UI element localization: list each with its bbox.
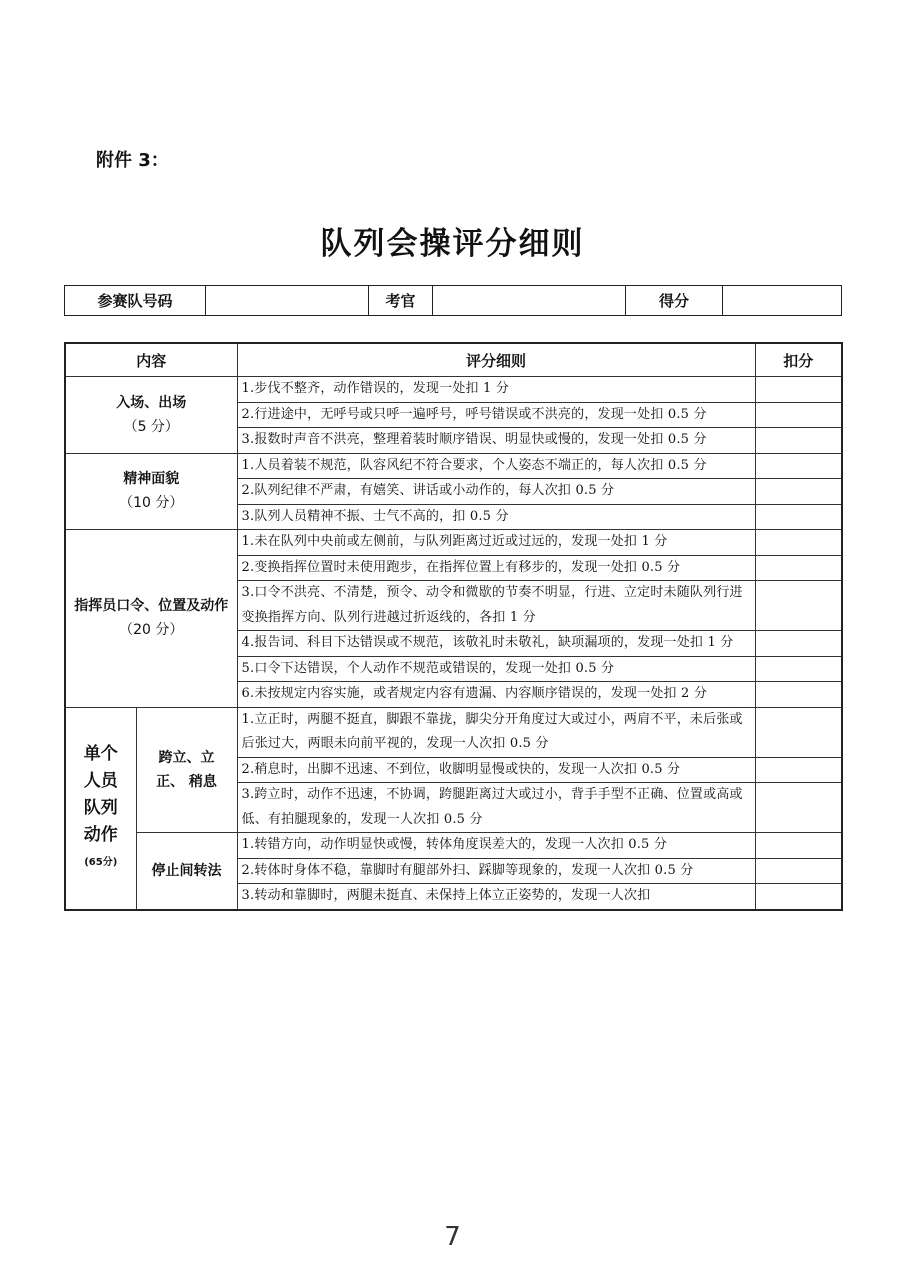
header-content: 内容	[65, 343, 237, 377]
page-number: 7	[444, 1222, 461, 1252]
rule-text: 3.口令不洪亮、不清楚，预令、动令和微歇的节奏不明显，行进、立定时未随队列行进变换指挥方向、队列行进越过折返线的，各扣 1 分	[237, 581, 755, 631]
rule-text: 3.跨立时，动作不迅速，不协调，跨腿距离过大或过小，背手手型不正确、位置或高或低、有拍腿现象的，发现一人次扣 0.5 分	[237, 783, 755, 833]
table-row	[65, 377, 842, 403]
subcategory-name: 跨立、立正、 稍息	[156, 749, 217, 790]
rule-text: 5.口令下达错误，个人动作不规范或错误的，发现一处扣 0.5 分	[237, 656, 755, 682]
rule-text: 1.未在队列中央前或左侧前，与队列距离过近或过远的，发现一处扣 1 分	[237, 530, 755, 556]
deduction-cell[interactable]	[755, 707, 842, 757]
deduction-cell[interactable]	[755, 504, 842, 530]
rule-text: 3.报数时声音不洪亮，整理着装时顺序错误、明显快或慢的，发现一处扣 0.5 分	[237, 428, 755, 454]
page-title: 队列会操评分细则	[320, 226, 585, 262]
category-cell	[65, 530, 237, 708]
deduction-cell[interactable]	[755, 479, 842, 505]
deduction-cell[interactable]	[755, 783, 842, 833]
header-rules: 评分细则	[237, 343, 755, 377]
deduction-cell[interactable]	[755, 402, 842, 428]
rule-text: 3.转动和靠脚时，两腿未挺直、未保持上体立正姿势的，发现一人次扣	[237, 884, 755, 910]
deduction-cell[interactable]	[755, 656, 842, 682]
table-header-row	[65, 343, 842, 377]
examiner-label: 考官	[369, 286, 433, 316]
scoring-table	[64, 342, 843, 911]
deduction-cell[interactable]	[755, 833, 842, 859]
table-row	[65, 530, 842, 556]
deduction-cell[interactable]	[755, 682, 842, 708]
score-label: 得分	[626, 286, 723, 316]
rule-text: 2.行进途中，无呼号或只呼一遍呼号，呼号错误或不洪亮的，发现一处扣 0.5 分	[237, 402, 755, 428]
info-table	[64, 285, 842, 316]
category-cell	[65, 377, 237, 454]
category-points: （20 分）	[119, 622, 184, 639]
deduction-cell[interactable]	[755, 555, 842, 581]
score-field[interactable]	[723, 286, 842, 316]
deduction-cell[interactable]	[755, 757, 842, 783]
table-row	[65, 833, 842, 859]
deduction-cell[interactable]	[755, 377, 842, 403]
rule-text: 4.报告词、科目下达错误或不规范，该敬礼时未敬礼，缺项漏项的，发现一处扣 1 分	[237, 631, 755, 657]
rule-text: 6.未按规定内容实施，或者规定内容有遗漏、内容顺序错误的，发现一处扣 2 分	[237, 682, 755, 708]
subcategory-name: 停止间转法	[151, 862, 222, 879]
category-points: （10 分）	[119, 495, 184, 512]
rule-text: 1.立正时，两腿不挺直，脚跟不靠拢，脚尖分开角度过大或过小，两肩不平，未后张或后张过大，两眼未向前平视的，发现一人次扣 0.5 分	[237, 707, 755, 757]
table-row	[65, 453, 842, 479]
attachment-label: 附件 3：	[96, 150, 169, 171]
category-name: 指挥员口令、位置及动作	[74, 598, 229, 615]
header-deduction: 扣分	[755, 343, 842, 377]
team-number-field[interactable]	[206, 286, 369, 316]
category-name: 入场、出场	[116, 394, 187, 411]
category-points: （5 分）	[123, 418, 179, 435]
subcategory-cell	[136, 707, 237, 833]
deduction-cell[interactable]	[755, 631, 842, 657]
group-name: 单个人员队列动作	[83, 743, 118, 845]
rule-text: 2.队列纪律不严肃，有嬉笑、讲话或小动作的，每人次扣 0.5 分	[237, 479, 755, 505]
subcategory-cell	[136, 833, 237, 910]
deduction-cell[interactable]	[755, 581, 842, 631]
group-points: (65分)	[84, 856, 118, 868]
deduction-cell[interactable]	[755, 453, 842, 479]
rule-text: 2.稍息时，出脚不迅速、不到位，收脚明显慢或快的，发现一人次扣 0.5 分	[237, 757, 755, 783]
rule-text: 1.人员着装不规范，队容风纪不符合要求，个人姿态不端正的，每人次扣 0.5 分	[237, 453, 755, 479]
deduction-cell[interactable]	[755, 858, 842, 884]
category-cell	[65, 453, 237, 530]
rule-text: 3.队列人员精神不振、士气不高的，扣 0.5 分	[237, 504, 755, 530]
examiner-field[interactable]	[433, 286, 626, 316]
deduction-cell[interactable]	[755, 428, 842, 454]
rule-text: 2.转体时身体不稳，靠脚时有腿部外扫、踩脚等现象的，发现一人次扣 0.5 分	[237, 858, 755, 884]
deduction-cell[interactable]	[755, 884, 842, 910]
group-cell	[65, 707, 136, 910]
deduction-cell[interactable]	[755, 530, 842, 556]
rule-text: 1.步伐不整齐，动作错误的，发现一处扣 1 分	[237, 377, 755, 403]
team-number-label: 参赛队号码	[65, 286, 206, 316]
rule-text: 1.转错方向，动作明显快或慢，转体角度误差大的，发现一人次扣 0.5 分	[237, 833, 755, 859]
rule-text: 2.变换指挥位置时未使用跑步，在指挥位置上有移步的，发现一处扣 0.5 分	[237, 555, 755, 581]
category-name: 精神面貌	[123, 471, 180, 488]
table-row	[65, 707, 842, 757]
